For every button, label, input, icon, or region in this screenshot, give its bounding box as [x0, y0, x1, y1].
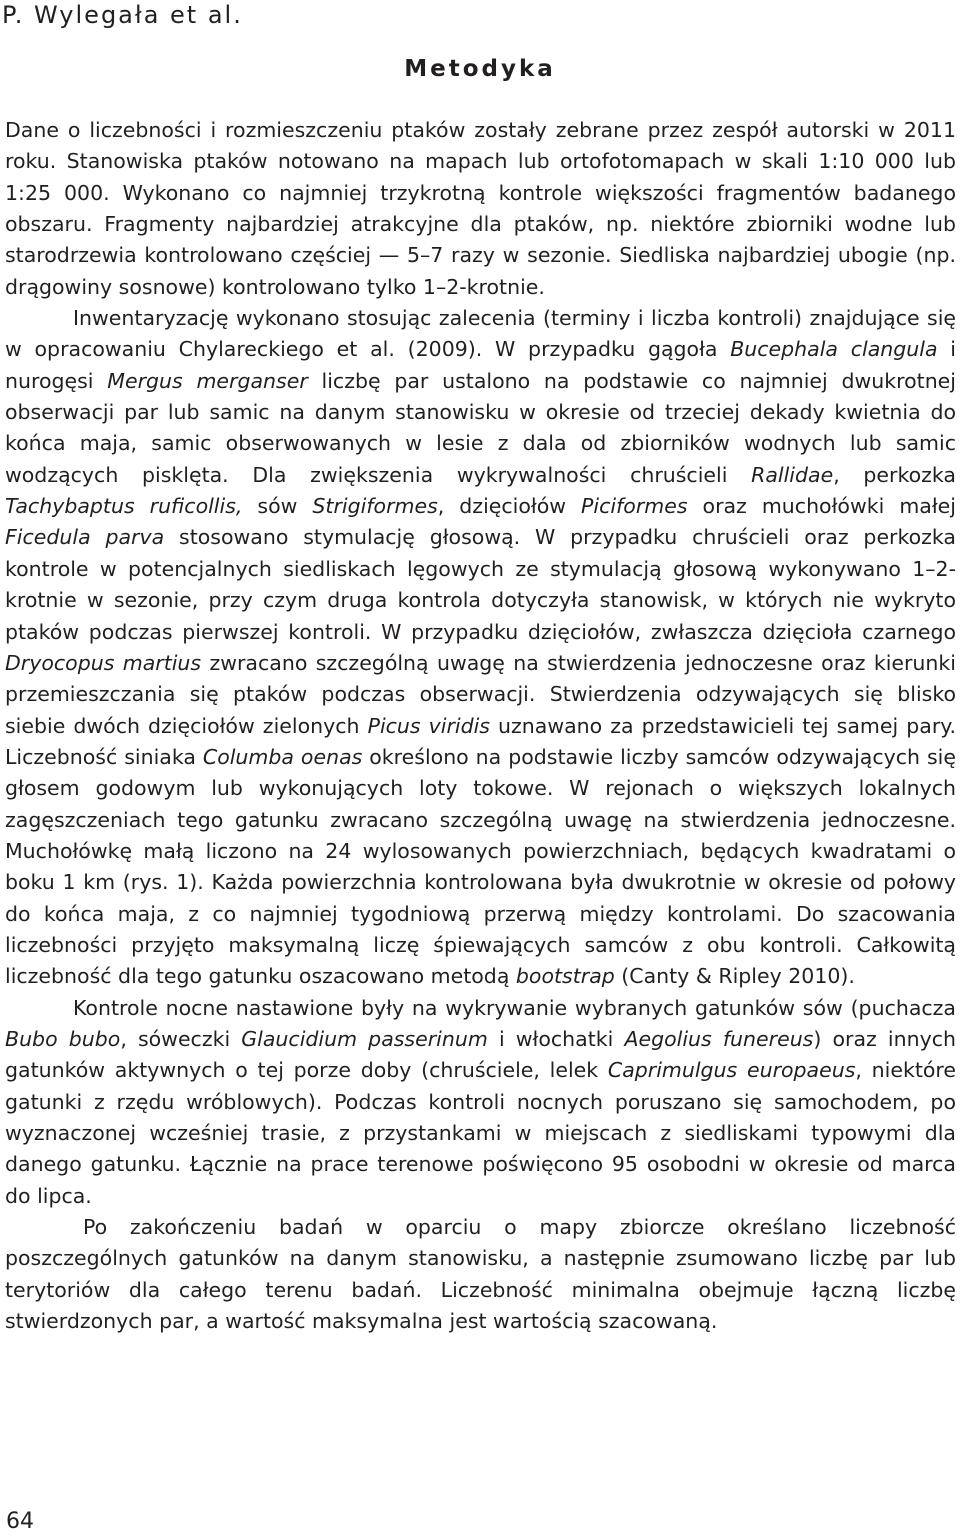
species-name: Strigiformes [312, 494, 438, 519]
text-run: uznawano za przedstawicieli tej samej pary. Liczebność siniaka [5, 713, 956, 769]
text-run: (Canty & Ripley 2010). [614, 964, 855, 989]
text-run: i włochatki [487, 1026, 625, 1051]
species-name: Columba oenas [202, 744, 363, 769]
paragraph-4: Po zakończeniu badań w oparciu o mapy zbiorcze określano liczebność poszczególnych gatunków na danym stanowisku, a następnie zsumowano liczbę par lub terytoriów dla całego terenu badań. Liczebność minimalna obejmuje łączną liczbę stwierdzonych par, a wartość maksymalna jest wartością szacowaną. [5, 1215, 956, 1334]
species-name: Picus viridis [367, 713, 490, 738]
text-run: , perkozka [833, 462, 956, 487]
page-number: 64 [6, 1509, 34, 1534]
species-name: Mergus merganser [107, 368, 308, 393]
species-name: Bucephala clangula [730, 337, 938, 362]
text-run: sów [242, 494, 313, 519]
text-run: , sóweczki [120, 1026, 242, 1051]
text-run: Inwentaryzację wykonano stosując zalecenia (terminy i liczba kontroli) znajdujące się w opracowaniu Chylareckiego et al. (2009). W przypadku gągoła [5, 306, 956, 362]
text-run: zwracano szczególną uwagę na stwierdzenia jednoczesne oraz kierunki przemieszczania się ptaków podczas obserwacji. Stwierdzenia odzywających się blisko siebie dwóch dzięciołów zielonych [5, 650, 956, 738]
paragraph-2 [5, 303, 956, 993]
paragraph-1: Dane o liczebności i rozmieszczeniu ptaków zostały zebrane przez zespół autorski w 2011 roku. Stanowiska ptaków notowano na mapach lub ortofotomapach w skali 1:10 000 lub 1:25 000. Wykonano co najmniej trzykrotną kontrole większości fragmentów badanego obszaru. Fragmenty najbardziej atrakcyjne dla ptaków, np. niektóre zbiorniki wodne lub starodrzewia kontrolowano częściej — 5–7 razy w sezonie. Siedliska najbardziej ubogie (np. drągowiny sosnowe) kontrolowano tylko 1–2-krotnie. [5, 118, 956, 299]
text-run: , dzięciołów [437, 494, 582, 519]
text-run: liczbę par ustalono na podstawie co najmniej dwukrotnej obserwacji par lub samic na danym stanowisku w okresie od trzeciej dekady kwietnia do końca maja, samic obserwowanych w lesie z dala od zbiorników wodnych lub samic wodzących pisklęta. Dla zwiększenia wykrywalności chruścieli [5, 368, 956, 487]
text-run: oraz muchołówki małej [687, 494, 956, 519]
text-run: ) oraz innych gatunków aktywnych o tej porze doby (chruściele, lelek [5, 1026, 956, 1083]
method-name: bootstrap [515, 964, 615, 989]
body-text [5, 115, 956, 1337]
species-name: Bubo bubo [5, 1026, 121, 1051]
text-run: stosowano stymulację głosową. W przypadku chruścieli oraz perkozka kontrole w potencjalnych siedliskach lęgowych ze stymulacją głosową wykonywano 1–2-krotnie w sezonie, przy czym druga kontrola dotyczyła stanowisk, w których nie wykryto ptaków podczas pierwszej kontroli. W przypadku dzięciołów, zwłaszcza dzięcioła czarnego [5, 525, 956, 644]
text-run: Kontrole nocne nastawione były na wykrywanie wybranych gatunków sów (puchacza [73, 995, 956, 1020]
species-name: Tachybaptus ruficollis, [5, 494, 243, 519]
species-name: Glaucidium passerinum [241, 1026, 488, 1051]
text-run: i nurogęsi [5, 337, 956, 393]
species-name: Rallidae [751, 462, 834, 487]
species-name: Ficedula parva [5, 525, 165, 550]
species-name: Aegolius funereus [624, 1026, 814, 1051]
paragraph-3 [5, 993, 956, 1212]
section-title: Metodyka [404, 56, 556, 82]
text-run: określono na podstawie liczby samców odzywających się głosem godowym lub wykonujących loty tokowe. W rejonach o większych lokalnych zagęszczeniach tego gatunku zwracano szczególną uwagę na stwierdzenia jednoczesne. Muchołówkę małą liczono na 24 wylosowanych powierzchniach, będących kwadratami o boku 1 km (rys. 1). Każda powierzchnia kontrolowana była dwukrotnie w okresie od połowy do końca maja, z co najmniej tygodniową przerwą między kontrolami. Do szacowania liczebności przyjęto maksymalną liczę śpiewających samców z obu kontroli. Całkowitą liczebność dla tego gatunku oszacowano metodą [5, 744, 956, 989]
species-name: Caprimulgus europaeus [607, 1058, 856, 1083]
species-name: Piciformes [581, 494, 688, 519]
species-name: Dryocopus martius [5, 650, 202, 675]
text-run: , niektóre gatunki z rzędu wróblowych). Podczas kontroli nocnych poruszano się samochodem, po wyznaczonej wcześniej trasie, z przystankami w miejscach z siedliskami typowymi dla danego gatunku. Łącznie na prace terenowe poświęcono 95 osobodni w okresie od marca do lipca. [5, 1058, 956, 1208]
running-head: P. Wylegała et al. [2, 1, 243, 29]
